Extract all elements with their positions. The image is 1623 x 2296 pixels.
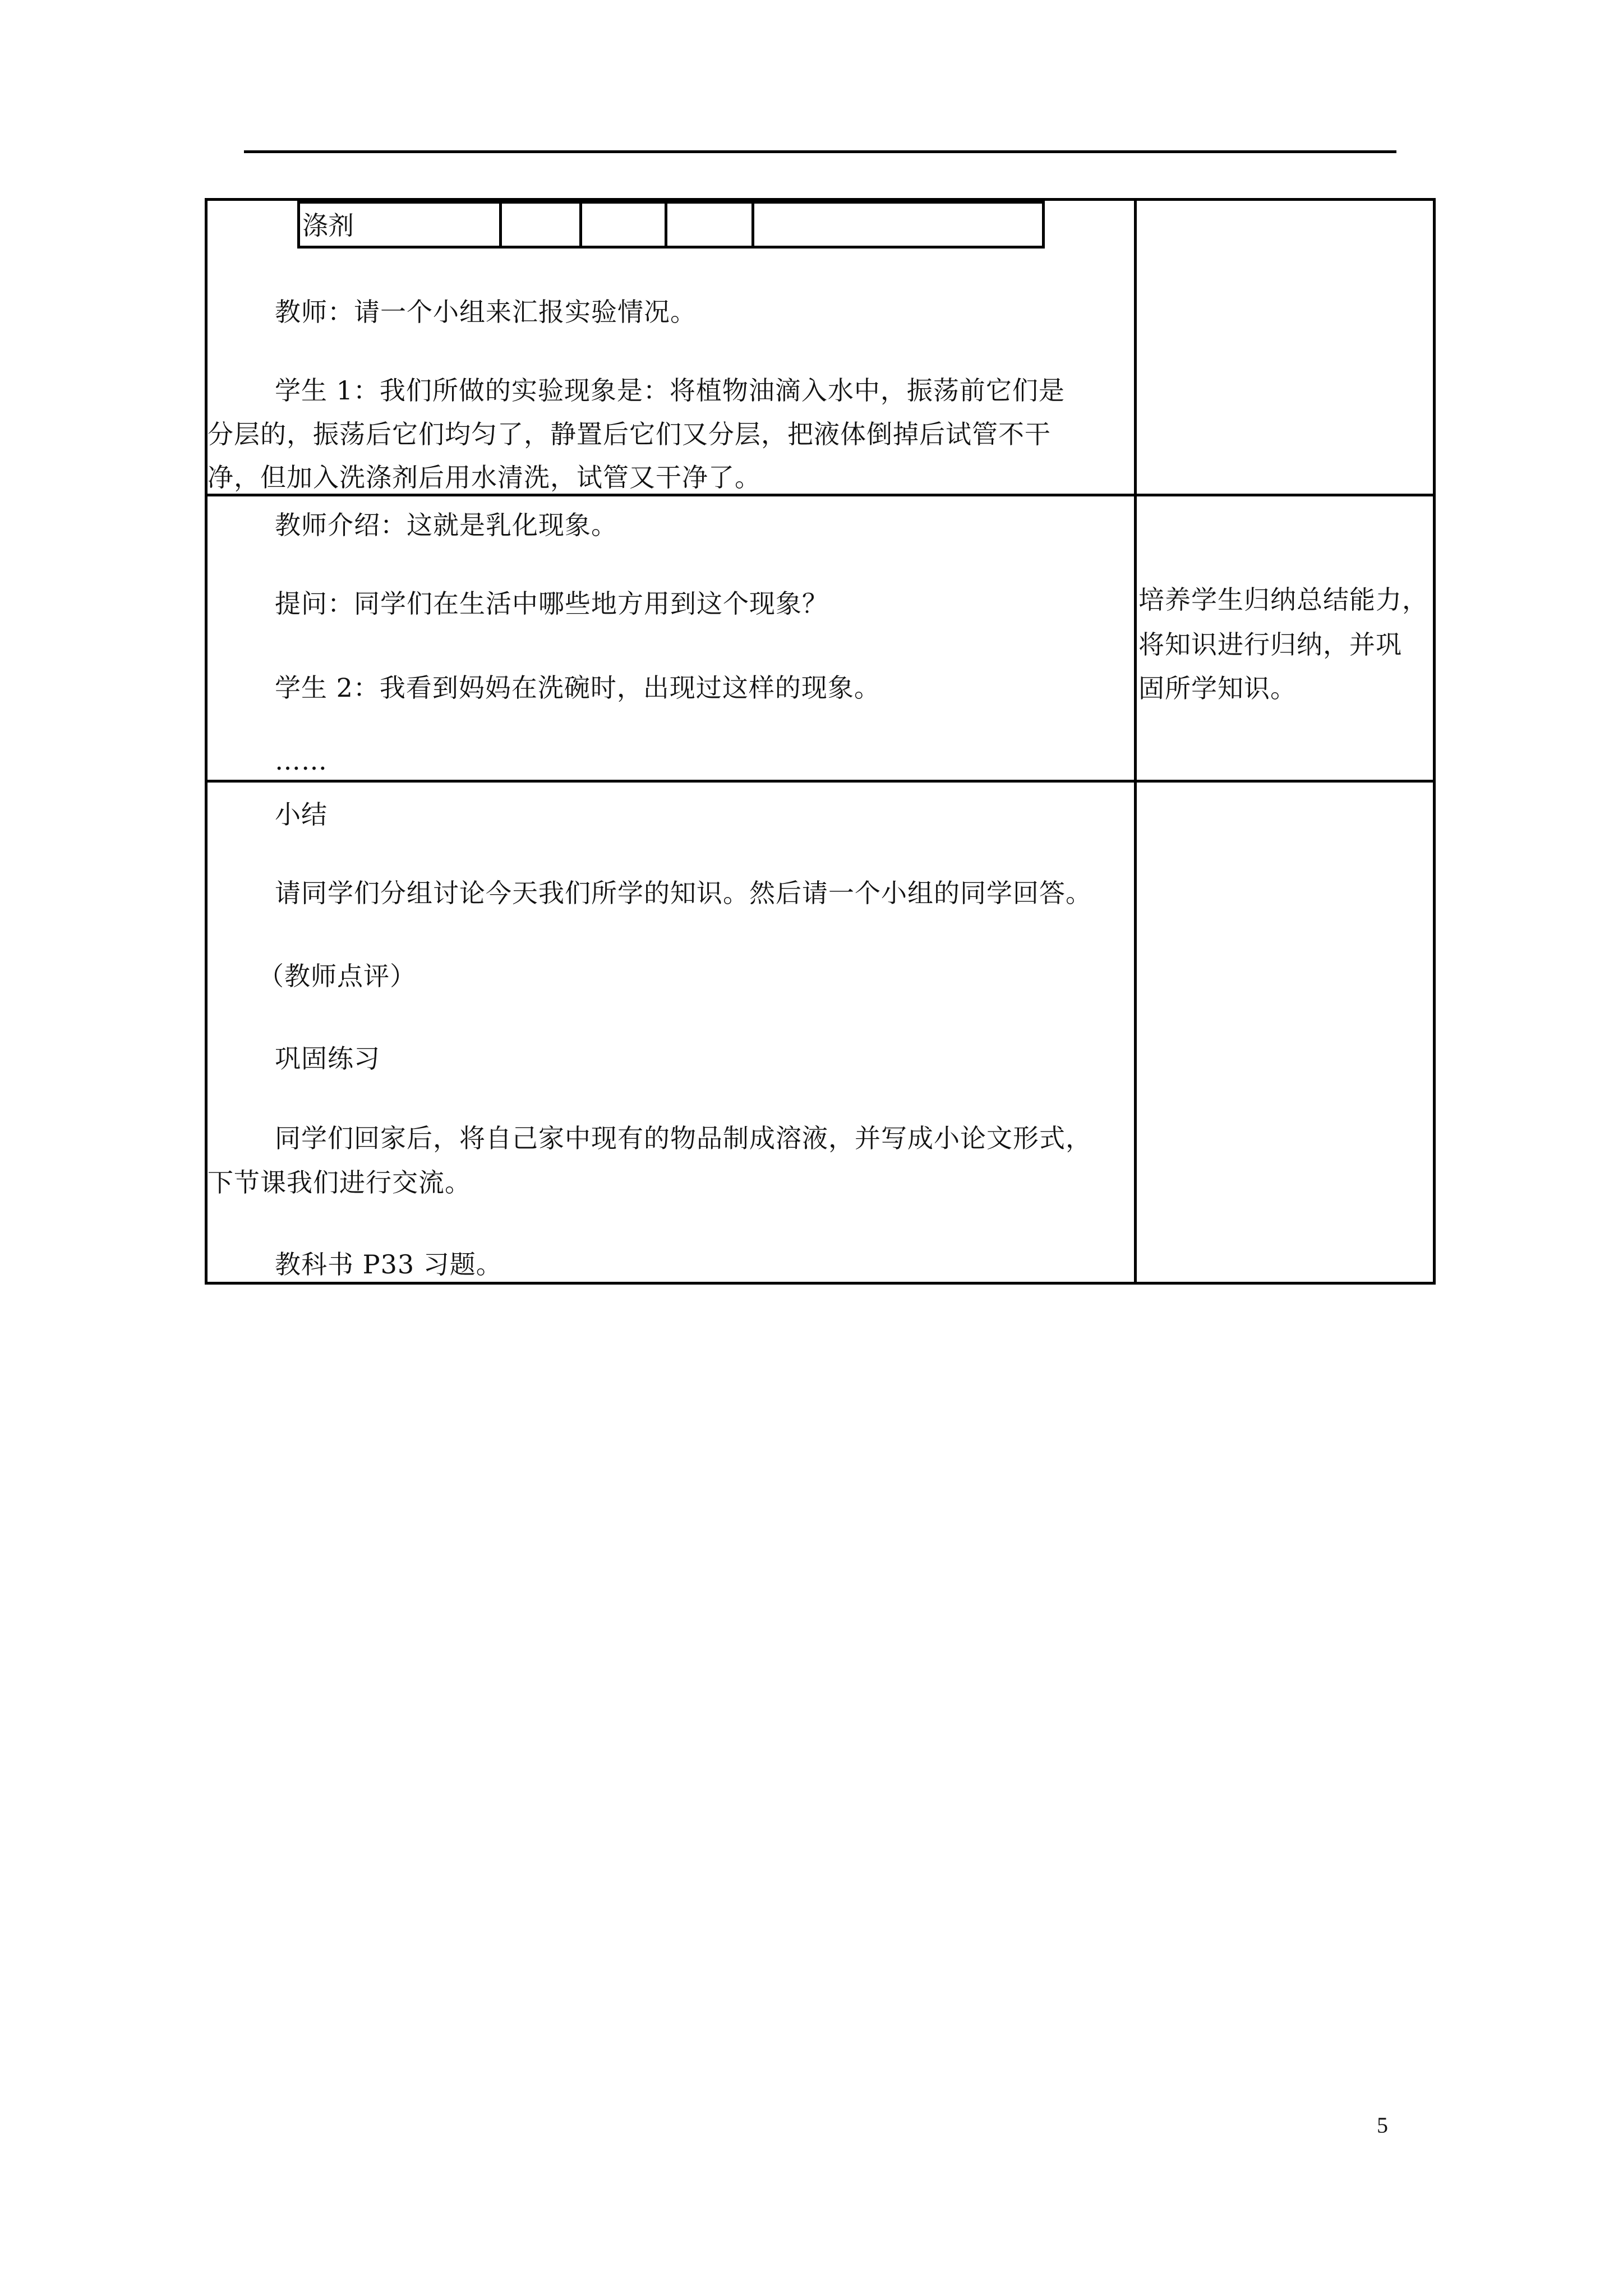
ellipsis-line: …… [275,746,328,776]
student2-line: 学生 2：我看到妈妈在洗碗时，出现过这样的现象。 [275,673,880,703]
design-note-line: 培养学生归纳总结能力， [1138,585,1428,615]
homework-line: 下节课我们进行交流。 [208,1167,471,1198]
experiment-cell-divider [665,204,667,246]
homework-line: 同学们回家后，将自己家中现有的物品制成溶液，并写成小论文形式， [275,1123,1092,1153]
header-rule [244,150,1396,153]
teacher-intro-line: 教师介绍：这就是乳化现象。 [275,510,617,540]
column-divider [1134,198,1137,1285]
teacher-comment-line: （教师点评） [258,961,416,991]
experiment-cell-divider [579,204,582,246]
student1-line: 学生 1：我们所做的实验现象是：将植物油滴入水中，振荡前它们是 [275,375,1065,406]
row-divider-2 [205,780,1436,783]
textbook-exercise-line: 教科书 P33 习题。 [275,1249,502,1280]
experiment-cell-divider [751,204,754,246]
question-line: 提问：同学们在生活中哪些地方用到这个现象？ [275,588,828,619]
student1-line: 分层的，振荡后它们均匀了，静置后它们又分层，把液体倒掉后试管不干 [208,419,1051,449]
summary-heading: 小结 [275,799,328,830]
design-note-line: 固所学知识。 [1138,673,1297,703]
experiment-cell-divider [499,204,502,246]
summary-line: 请同学们分组讨论今天我们所学的知识。然后请一个小组的同学回答。 [275,878,1092,908]
page-number: 5 [1377,2113,1388,2138]
teacher-request-line: 教师：请一个小组来汇报实验情况。 [275,297,697,327]
design-note-line: 将知识进行归纳，并巩 [1138,629,1402,660]
student1-line: 净，但加入洗涤剂后用水清洗，试管又干净了。 [208,462,761,493]
practice-heading: 巩固练习 [275,1043,380,1074]
experiment-cell-label: 涤剂 [302,210,354,241]
experiment-table-row [297,201,1045,249]
